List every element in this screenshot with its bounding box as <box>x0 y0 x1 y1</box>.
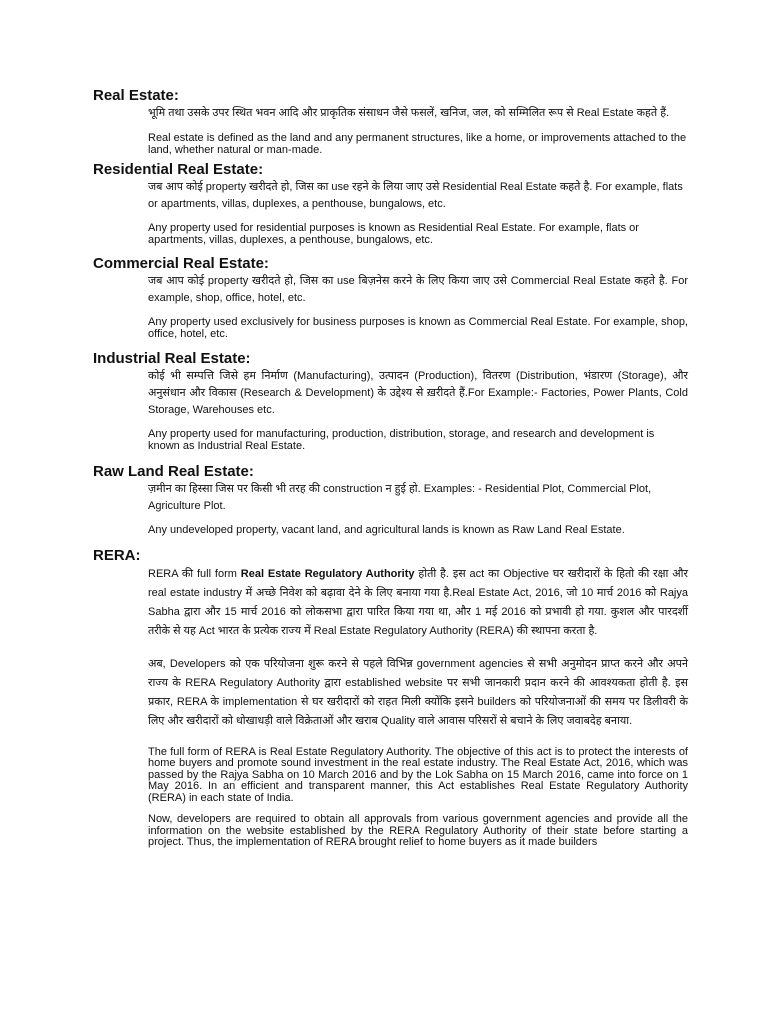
section-rera <box>93 547 688 849</box>
hindi-paragraph-residential: जब आप कोई property खरीदते हो, जिस का use रहने के लिया जाए उसे Residential Real Estate कहते है. For example, flats or apartments, villas, duplexes, a penthouse, bungalows, etc. <box>148 181 683 210</box>
heading-residential: Residential Real Estate: <box>93 161 264 178</box>
rera-hindi-1-lead: RERA की full form <box>148 567 241 580</box>
english-paragraph-industrial: Any property used for manufacturing, production, distribution, storage, and research and development is known as Industrial Real Estate. <box>148 428 655 452</box>
rera-full-form-bold: Real Estate Regulatory Authority <box>240 567 415 580</box>
section-real-estate <box>93 87 688 156</box>
heading-rera: RERA: <box>93 546 141 564</box>
rera-hindi-1-rest: होती है. इस act का Objective घर खरीदारों के हितो की रक्षा और real estate industry में अच्छे निवेश को बढ़ावा देने के लिए बनाया गया है.Real Estate Act, 2016, जो 10 मार्च 2016 को Rajya Sabha द्वारा और 15 मार्च 2016 को लोकसभा द्वारा पारित किया गया था, और 1 मई 2016 को प्रभावी हो गया. कुशल और पारदर्शी तरीके से यह Act भारत के प्रत्येक राज्य में Real Estate Regulatory Authority (RERA) की स्थापना करता है. <box>148 567 688 637</box>
section-residential <box>93 161 688 246</box>
section-raw-land <box>93 463 688 537</box>
section-commercial <box>93 255 688 340</box>
rera-english-paragraph-2: Now, developers are required to obtain all approvals from various government agencies and provide all the information on the website established by the RERA Regulatory Authority of their state before starting a project. Thus, the implementation of RERA brought relief to home buyers as it made builders <box>148 813 688 848</box>
rera-english-paragraph-1: The full form of RERA is Real Estate Regulatory Authority. The objective of this act is to protect the interests of home buyers and promote sound investment in the real estate industry. The Real Estate Act, 2016, which was passed by the Rajya Sabha on 10 March 2016 and by the Lok Sabha on 15 March 2016, came into force on 1 May 2016. In an efficient and transparent manner, this Act establishes Real Estate Regulatory Authority (RERA) in each state of India. <box>148 745 688 804</box>
english-paragraph-commercial: Any property used exclusively for business purposes is known as Commercial Real Estate. For example, shop, office, hotel, etc. <box>148 316 688 340</box>
rera-hindi-paragraph-2: अब, Developers को एक परियोजना शुरू करने से पहले विभिन्न government agencies से सभी अनुमोदन प्राप्त करने और अपने राज्य के RERA Regulatory Authority द्वारा established website पर सभी जानकारी प्रदान करने की आवश्यकता होती है. इस प्रकार, RERA के implementation से घर खरीदारों को राहत मिली क्योंकि इसने builders को परियोजनाओं की समय पर डिलीवरी के लिए और खरीदारों को धोखाधड़ी वाले विक्रेताओं और खराब Quality वाले आवास परिसरों से बचाने के लिए जवाबदेह बनाया. <box>148 657 688 727</box>
hindi-paragraph-commercial: जब आप कोई property खरीदते हो, जिस का use बिज़नेस करने के लिए किया जाए उसे Commercial Real Estate कहते है. For example, shop, office, hotel, etc. <box>148 275 688 304</box>
hindi-paragraph-real-estate: भूमि तथा उसके उपर स्थित भवन आदि और प्राकृतिक संसाधन जैसे फसलें, खनिज, जल, को सम्मिलित रूप से Real Estate कहते हैं. <box>148 107 670 119</box>
english-paragraph-raw-land: Any undeveloped property, vacant land, and agricultural lands is known as Raw Land Real Estate. <box>148 524 625 536</box>
hindi-paragraph-industrial: कोई भी सम्पत्ति जिसे हम निर्माण (Manufacturing), उत्पादन (Production), वितरण (Distribution, भंडारण (Storage), और अनुसंधान और विकास (Research & Development) के उद्देश्य से ख़रीदते हैं.For Example:- Factories, Power Plants, Cold Storage, Warehouses etc. <box>148 370 688 416</box>
heading-commercial: Commercial Real Estate: <box>93 255 269 272</box>
heading-real-estate: Real Estate: <box>93 87 179 104</box>
heading-industrial: Industrial Real Estate: <box>93 350 251 367</box>
heading-raw-land: Raw Land Real Estate: <box>93 463 254 480</box>
hindi-paragraph-raw-land: ज़मीन का हिस्सा जिस पर किसी भी तरह की construction न हुई हो. Examples: - Residential Plot, Commercial Plot, Agriculture Plot. <box>148 483 652 512</box>
section-industrial <box>93 350 688 452</box>
english-paragraph-residential: Any property used for residential purposes is known as Residential Real Estate. For example, flats or apartments, villas, duplexes, a penthouse, bungalows, etc. <box>148 222 639 246</box>
rera-hindi-paragraph-1 <box>148 565 688 641</box>
english-paragraph-real-estate: Real estate is defined as the land and any permanent structures, like a home, or improvements attached to the land, whether natural or man-made. <box>148 132 687 156</box>
